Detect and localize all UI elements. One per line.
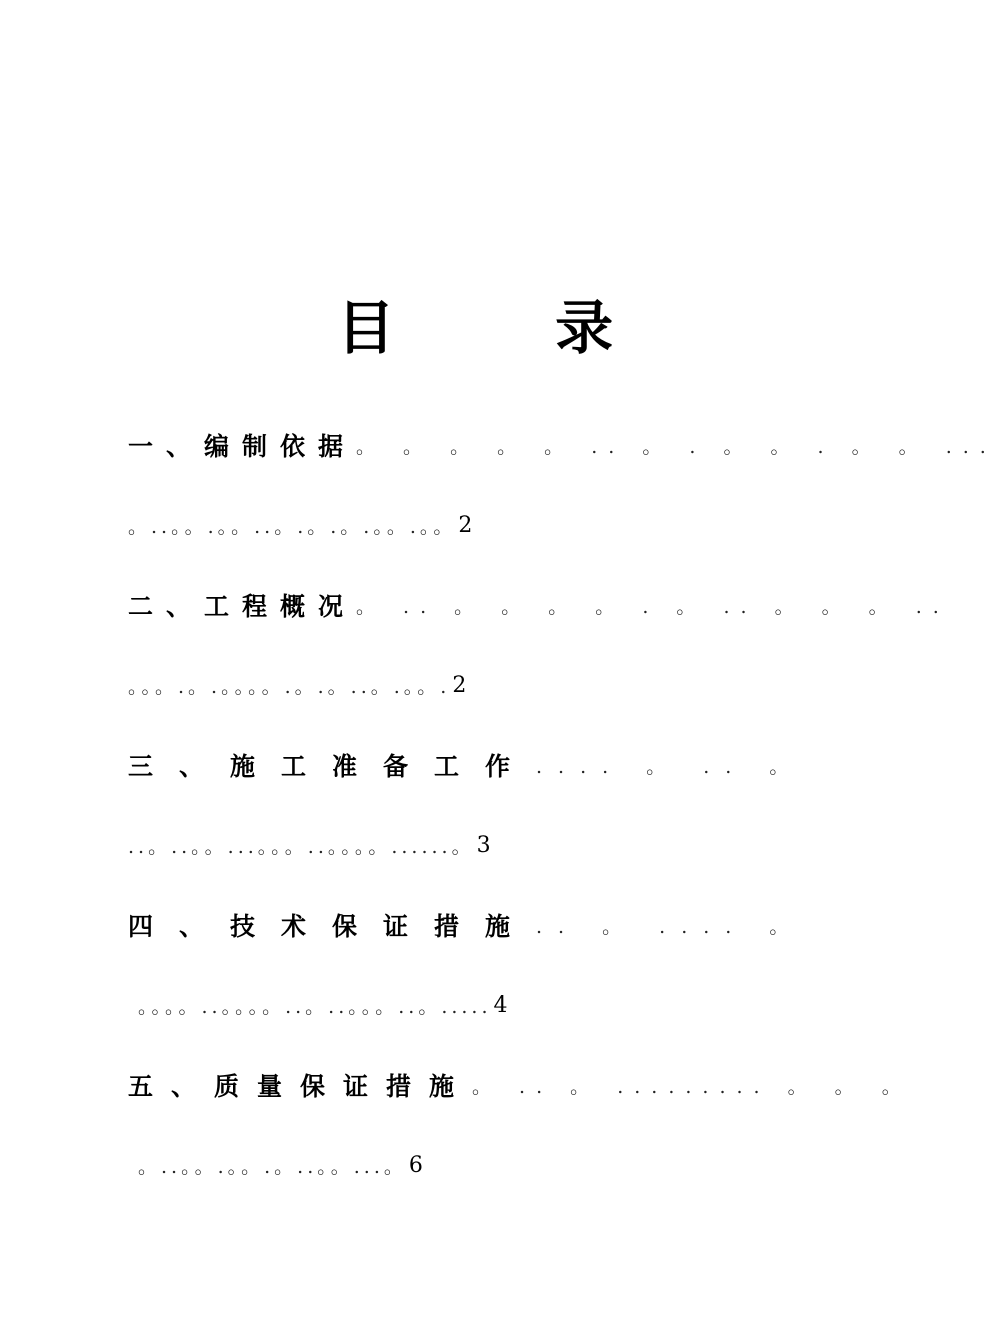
toc-entry-line — [128, 565, 950, 645]
toc-page-number: 2 — [458, 512, 473, 538]
toc-entry-line — [128, 885, 828, 965]
toc-entry-line — [128, 1045, 912, 1125]
toc-entry[interactable] — [128, 565, 950, 725]
toc-leader-dots: 。。。。..。。。。..。..。。。..。..... — [138, 995, 492, 1018]
toc-entry-heading: 二、工程概况 — [128, 592, 357, 621]
toc-leader-dots: 。..。。.。。..。.。.。.。。.。。 — [128, 515, 457, 538]
toc-leader-dots: 。 。 。 。 。 .. 。 . 。 。 . 。 。 ... — [356, 435, 997, 458]
toc-entry-line — [128, 645, 828, 725]
table-of-contents — [128, 405, 997, 1205]
toc-entry[interactable] — [128, 1045, 912, 1205]
toc-entry-heading: 三、施工准备工作 — [128, 752, 537, 781]
toc-entry-line — [128, 1125, 828, 1205]
toc-entry-line — [128, 405, 997, 485]
toc-entry[interactable] — [128, 885, 828, 1045]
toc-leader-dots: 。 .. 。 。 。 。 . 。 .. 。 。 。 .. — [356, 595, 950, 618]
toc-page-number: 2 — [452, 672, 467, 698]
toc-entry-line — [128, 485, 828, 565]
toc-entry-line — [128, 805, 828, 885]
toc-entry-heading: 五、质量保证措施 — [128, 1072, 473, 1101]
toc-entry-heading: 四、技术保证措施 — [128, 912, 537, 941]
page-title: 目 录 — [336, 294, 684, 362]
toc-page-number: 6 — [408, 1152, 423, 1178]
toc-entry[interactable] — [128, 405, 997, 565]
toc-page-number: 4 — [493, 992, 508, 1018]
toc-leader-dots: ..。..。。...。。。..。。。。......。 — [128, 835, 475, 858]
toc-leader-dots: .. 。 .... 。 — [536, 915, 805, 938]
toc-page-number: 3 — [476, 832, 491, 858]
toc-entry-line — [128, 965, 828, 1045]
toc-leader-dots: 。 .. 。 ......... 。 。 。 — [472, 1075, 912, 1098]
toc-leader-dots: 。。。.。.。。。。.。.。..。.。。. — [128, 675, 451, 698]
toc-leader-dots: 。..。。.。。.。..。。...。 — [138, 1155, 407, 1178]
toc-entry[interactable] — [128, 725, 828, 885]
toc-entry-line — [128, 725, 828, 805]
toc-leader-dots: .... 。 .. 。 — [536, 755, 805, 778]
toc-entry-heading: 一、编制依据 — [128, 432, 357, 461]
